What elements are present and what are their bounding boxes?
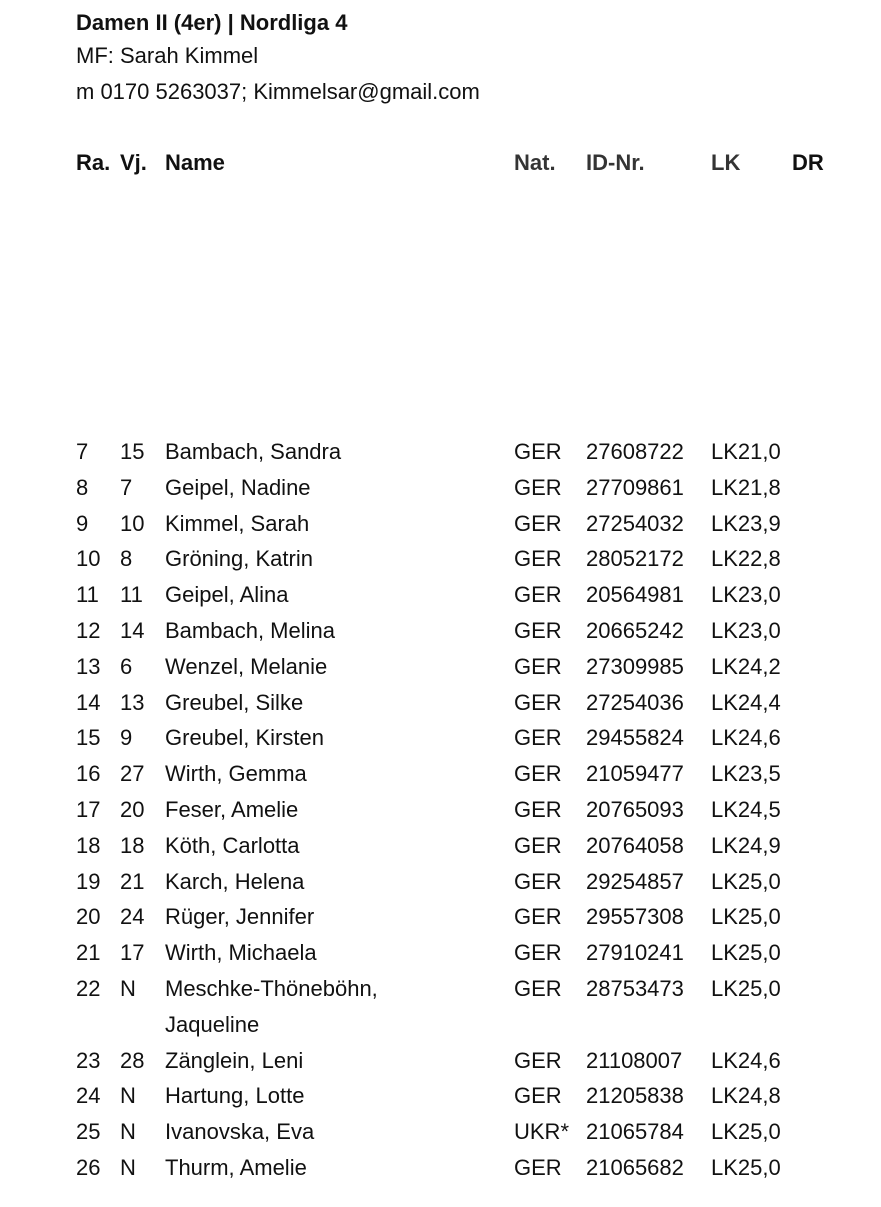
table-row bbox=[0, 1150, 881, 1186]
cell-id: 20564981 bbox=[586, 582, 684, 608]
cell-name: Köth, Carlotta bbox=[165, 832, 300, 858]
col-nat: Nat. bbox=[514, 150, 556, 175]
cell-lk: LK23,9 bbox=[711, 510, 781, 536]
cell-prev-year: 15 bbox=[120, 439, 145, 464]
table-row bbox=[0, 541, 881, 577]
cell-nationality: GER bbox=[514, 1083, 562, 1109]
cell-nationality: GER bbox=[514, 1154, 562, 1180]
col-id: ID-Nr. bbox=[586, 150, 645, 175]
col-vj: Vj. bbox=[120, 150, 147, 175]
cell-lk: LK22,8 bbox=[711, 546, 781, 572]
cell-lk: LK24,6 bbox=[711, 1047, 781, 1073]
cell-name: Kimmel, Sarah bbox=[165, 510, 310, 536]
cell-nationality: GER bbox=[514, 653, 562, 679]
cell-id: 21205838 bbox=[586, 1083, 684, 1109]
cell-prev-year: 17 bbox=[120, 940, 145, 966]
cell-rank: 24 bbox=[76, 1083, 101, 1109]
cell-prev-year: 13 bbox=[120, 689, 145, 715]
cell-nationality: GER bbox=[514, 1047, 562, 1073]
cell-prev-year: 7 bbox=[120, 474, 133, 500]
cell-nationality: GER bbox=[514, 725, 562, 751]
cell-prev-year: 8 bbox=[120, 546, 133, 572]
cell-rank: 12 bbox=[76, 617, 101, 643]
cell-lk: LK23,0 bbox=[711, 582, 781, 608]
cell-lk: LK24,5 bbox=[711, 796, 781, 822]
table-row bbox=[0, 613, 881, 649]
cell-rank: 13 bbox=[76, 653, 101, 679]
cell-nationality: GER bbox=[514, 796, 562, 822]
cell-rank: 22 bbox=[76, 975, 101, 1001]
cell-name: Geipel, Alina bbox=[165, 582, 289, 608]
cell-nationality: GER bbox=[514, 975, 562, 1001]
cell-prev-year: N bbox=[120, 975, 136, 1001]
cell-id: 29254857 bbox=[586, 868, 684, 894]
cell-prev-year: 11 bbox=[120, 582, 143, 608]
cell-name bbox=[165, 971, 378, 1043]
cell-name: Greubel, Silke bbox=[165, 689, 304, 715]
cell-lk: LK25,0 bbox=[711, 940, 781, 966]
cell-rank: 10 bbox=[76, 546, 101, 572]
cell-rank: 23 bbox=[76, 1047, 101, 1073]
cell-name: Bambach, Melina bbox=[165, 617, 335, 643]
cell-prev-year: 9 bbox=[120, 725, 133, 751]
cell-lk: LK24,9 bbox=[711, 832, 781, 858]
cell-lk: LK24,8 bbox=[711, 1083, 781, 1109]
table-header bbox=[0, 150, 881, 182]
table-row bbox=[0, 899, 881, 935]
cell-id: 27254032 bbox=[586, 510, 684, 536]
cell-lk: LK23,5 bbox=[711, 761, 781, 787]
cell-nationality: UKR* bbox=[514, 1119, 570, 1145]
cell-name: Zänglein, Leni bbox=[165, 1047, 304, 1073]
cell-prev-year: N bbox=[120, 1119, 136, 1145]
cell-name: Hartung, Lotte bbox=[165, 1083, 305, 1109]
cell-lk: LK25,0 bbox=[711, 975, 781, 1001]
team-contact: m 0170 5263037; Kimmelsar@gmail.com bbox=[76, 79, 480, 104]
cell-rank: 11 bbox=[76, 582, 99, 608]
cell-lk: LK21,8 bbox=[711, 474, 781, 500]
table-row bbox=[0, 470, 881, 506]
cell-prev-year: 27 bbox=[120, 761, 145, 787]
table-row bbox=[0, 685, 881, 721]
table-row bbox=[0, 864, 881, 900]
cell-lk: LK25,0 bbox=[711, 904, 781, 930]
cell-name: Rüger, Jennifer bbox=[165, 904, 315, 930]
cell-name: Bambach, Sandra bbox=[165, 439, 342, 464]
cell-nationality: GER bbox=[514, 582, 562, 608]
cell-name: Wirth, Gemma bbox=[165, 761, 307, 787]
cell-rank: 21 bbox=[76, 940, 101, 966]
cell-rank: 15 bbox=[76, 725, 101, 751]
cell-prev-year: N bbox=[120, 1083, 136, 1109]
table-row bbox=[0, 577, 881, 613]
cell-name: Geipel, Nadine bbox=[165, 474, 311, 500]
cell-prev-year: 24 bbox=[120, 904, 145, 930]
cell-nationality: GER bbox=[514, 510, 562, 536]
cell-name: Greubel, Kirsten bbox=[165, 725, 324, 751]
cell-id: 29557308 bbox=[586, 904, 684, 930]
cell-prev-year: 21 bbox=[120, 868, 145, 894]
col-ra: Ra. bbox=[76, 150, 111, 175]
team-captain: MF: Sarah Kimmel bbox=[76, 43, 259, 68]
cell-prev-year: N bbox=[120, 1154, 136, 1180]
cell-name: Ivanovska, Eva bbox=[165, 1119, 315, 1145]
table-row bbox=[0, 792, 881, 828]
table-row bbox=[0, 828, 881, 864]
team-title: Damen II (4er) | Nordliga 4 bbox=[76, 10, 348, 35]
table-row bbox=[0, 1043, 881, 1079]
redacted-area bbox=[60, 190, 820, 430]
cell-nationality: GER bbox=[514, 474, 562, 500]
cell-lk: LK23,0 bbox=[711, 617, 781, 643]
cell-id: 21065682 bbox=[586, 1154, 684, 1180]
cell-id: 29455824 bbox=[586, 725, 684, 751]
table-row bbox=[0, 756, 881, 792]
cell-name: Thurm, Amelie bbox=[165, 1154, 307, 1180]
cell-rank: 14 bbox=[76, 689, 101, 715]
cell-name: Karch, Helena bbox=[165, 868, 305, 894]
cell-lk: LK21,0 bbox=[711, 439, 781, 464]
cell-lk: LK24,4 bbox=[711, 689, 781, 715]
cell-id: 27309985 bbox=[586, 653, 684, 679]
cell-id: 20764058 bbox=[586, 832, 684, 858]
table-row bbox=[0, 1078, 881, 1114]
cell-prev-year: 28 bbox=[120, 1047, 145, 1073]
cell-lk: LK25,0 bbox=[711, 868, 781, 894]
table-row bbox=[0, 971, 881, 1043]
cell-nationality: GER bbox=[514, 904, 562, 930]
cell-nationality: GER bbox=[514, 546, 562, 572]
cell-name: Wenzel, Melanie bbox=[165, 653, 328, 679]
cell-id: 21065784 bbox=[586, 1119, 684, 1145]
cell-lk: LK24,2 bbox=[711, 653, 781, 679]
cell-lk: LK25,0 bbox=[711, 1154, 781, 1180]
cell-name: Feser, Amelie bbox=[165, 796, 299, 822]
cell-rank: 8 bbox=[76, 474, 89, 500]
cell-rank: 19 bbox=[76, 868, 101, 894]
cell-nationality: GER bbox=[514, 940, 562, 966]
cell-id: 20665242 bbox=[586, 617, 684, 643]
team-header bbox=[76, 8, 480, 110]
cell-nationality: GER bbox=[514, 761, 562, 787]
cell-name: Wirth, Michaela bbox=[165, 940, 317, 966]
col-dr: DR bbox=[792, 150, 824, 175]
cell-nationality: GER bbox=[514, 868, 562, 894]
cell-id: 20765093 bbox=[586, 796, 684, 822]
cell-name-line1: Meschke-Thöneböhn, bbox=[165, 975, 378, 1001]
table-row bbox=[0, 1114, 881, 1150]
cell-rank: 26 bbox=[76, 1154, 101, 1180]
cell-rank: 7 bbox=[76, 439, 89, 464]
cell-id: 21108007 bbox=[586, 1047, 683, 1073]
cell-prev-year: 10 bbox=[120, 510, 145, 536]
cell-id: 27910241 bbox=[586, 940, 684, 966]
cell-prev-year: 6 bbox=[120, 653, 133, 679]
cell-nationality: GER bbox=[514, 832, 562, 858]
table-row bbox=[0, 649, 881, 685]
cell-lk: LK24,6 bbox=[711, 725, 781, 751]
cell-prev-year: 18 bbox=[120, 832, 145, 858]
col-lk: LK bbox=[711, 150, 741, 175]
cell-rank: 17 bbox=[76, 796, 101, 822]
col-name: Name bbox=[165, 150, 225, 175]
cell-name-line2: Jaqueline bbox=[165, 1011, 260, 1037]
table-row bbox=[0, 935, 881, 971]
cell-id: 28753473 bbox=[586, 975, 684, 1001]
cell-name: Gröning, Katrin bbox=[165, 546, 313, 572]
cell-prev-year: 14 bbox=[120, 617, 145, 643]
player-list bbox=[0, 434, 881, 1186]
cell-nationality: GER bbox=[514, 689, 562, 715]
cell-id: 28052172 bbox=[586, 546, 684, 572]
cell-id: 27709861 bbox=[586, 474, 684, 500]
cell-nationality: GER bbox=[514, 617, 562, 643]
cell-prev-year: 20 bbox=[120, 796, 145, 822]
cell-nationality: GER bbox=[514, 439, 562, 464]
cell-rank: 25 bbox=[76, 1119, 101, 1145]
table-row bbox=[0, 434, 881, 470]
cell-rank: 16 bbox=[76, 761, 101, 787]
cell-id: 27608722 bbox=[586, 439, 684, 464]
cell-lk: LK25,0 bbox=[711, 1119, 781, 1145]
table-row bbox=[0, 720, 881, 756]
cell-rank: 9 bbox=[76, 510, 89, 536]
cell-rank: 20 bbox=[76, 904, 101, 930]
cell-id: 27254036 bbox=[586, 689, 684, 715]
cell-rank: 18 bbox=[76, 832, 101, 858]
table-row bbox=[0, 506, 881, 542]
cell-id: 21059477 bbox=[586, 761, 684, 787]
